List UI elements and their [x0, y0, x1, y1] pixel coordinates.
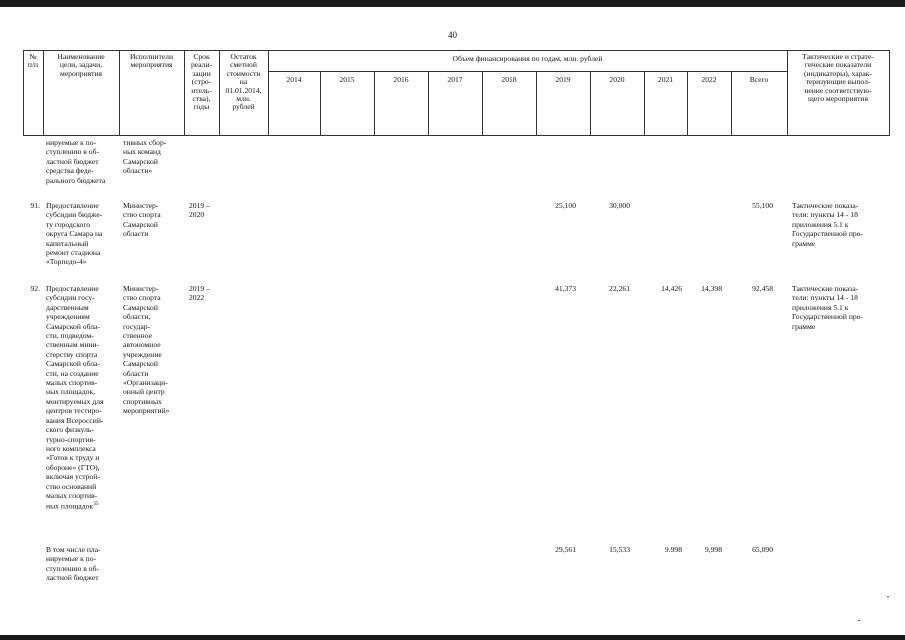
row-value-2022: 9,998	[704, 545, 722, 554]
row-value-total: 55,100	[752, 201, 773, 210]
row-value-total: 65,090	[752, 545, 773, 554]
row-value-2020: 22,261	[609, 284, 630, 293]
row-number: 91.	[30, 201, 40, 210]
header-year-2020: 2020	[609, 75, 625, 84]
header-total: Всего	[749, 75, 769, 84]
scan-speck	[887, 596, 889, 597]
row-term: 2019 – 2022	[189, 284, 210, 303]
page-number: 40	[448, 30, 457, 40]
header-num: № п/п	[27, 52, 39, 70]
row-value-2019: 41,373	[555, 284, 576, 293]
row-number: 92.	[30, 284, 40, 293]
row-value-2020: 30,000	[609, 201, 630, 210]
header-financing: Объем финансирования по годам, млн. рублей	[452, 54, 603, 63]
header-year-2014: 2014	[286, 75, 302, 84]
row-value-2020: 15,533	[609, 545, 630, 554]
row-value-2022: 14,398	[701, 284, 722, 293]
header-year-2018: 2018	[501, 75, 517, 84]
row-executors: Министер- ство спорта Самарской области	[123, 201, 161, 239]
header-name: Наименование цели, задачи, мероприятия	[57, 52, 105, 78]
header-remainder: Остаток сметной стоимости на 01.01.2014, млн. рублей	[225, 52, 262, 112]
bottom-border	[0, 635, 905, 640]
row-indicators: Тактические показа- тели: пункты 14 - 18 приложения 5.1 к Государственной про- грамме	[792, 284, 864, 331]
header-term: Срок реали- зации (стро- итель- ства), годы	[190, 52, 213, 112]
row-executors: Министер- ство спорта Самарской области, государ- ственное автономное учреждение Самарской области «Организаци- онный центр спортивных мероприятий»	[123, 284, 170, 416]
top-border	[0, 0, 905, 7]
header-year-2016: 2016	[393, 75, 409, 84]
row-value-2021: 9.998	[664, 545, 682, 554]
scan-speck	[858, 620, 860, 621]
row-executors: тивных сбор- ных команд Самарской области»	[123, 138, 167, 176]
footnote-marker: 35	[93, 501, 99, 508]
header-year-2019: 2019	[555, 75, 571, 84]
row-indicators: Тактические показа- тели: пункты 14 - 18 приложения 5.1 к Государственной про- грамме	[792, 201, 864, 248]
row-name: Предоставление субсидии бюдже- ту городского округа Самара на капитальный ремонт стадиона «Торпедо-4»	[46, 201, 103, 267]
header-indicators: Тактические и страте- гические показатели (индикаторы), харак- теризующие выпол- нение соответствую- щего мероприятия	[802, 52, 874, 104]
row-value-2019: 29,561	[555, 545, 576, 554]
row-value-2019: 25,100	[555, 201, 576, 210]
row-name-text: Предоставление субсидии госу- дарственным учреждениям Самарской обла- сти, подведом- ственным мини- стерству спорта Самарской обла- сти, на создание малых спортив- ных площадок, монтируемых для центров тестиро- вания Всероссий- ского физкуль- турно-спортив- ного комплекса «Готов к труду и обороне» (ГТО), включая устрой- ство оснований малых спортив- ных площадок	[46, 284, 104, 511]
row-name: нируемые к по- ступлению в об- ластной бюджет средства феде- рального бюджета	[46, 138, 106, 185]
row-name: В том числе пла- нируемые к по- ступлению в об- ластной бюджет	[46, 545, 101, 583]
row-value-2021: 14,426	[661, 284, 682, 293]
header-year-2017: 2017	[447, 75, 463, 84]
header-year-2015: 2015	[339, 75, 355, 84]
row-value-total: 92,458	[752, 284, 773, 293]
header-year-2021: 2021	[657, 75, 674, 84]
header-year-2022: 2022	[701, 75, 717, 84]
row-name	[46, 284, 120, 511]
header-executors: Исполнители мероприятия	[129, 52, 174, 70]
row-term: 2019 – 2020	[189, 201, 210, 220]
